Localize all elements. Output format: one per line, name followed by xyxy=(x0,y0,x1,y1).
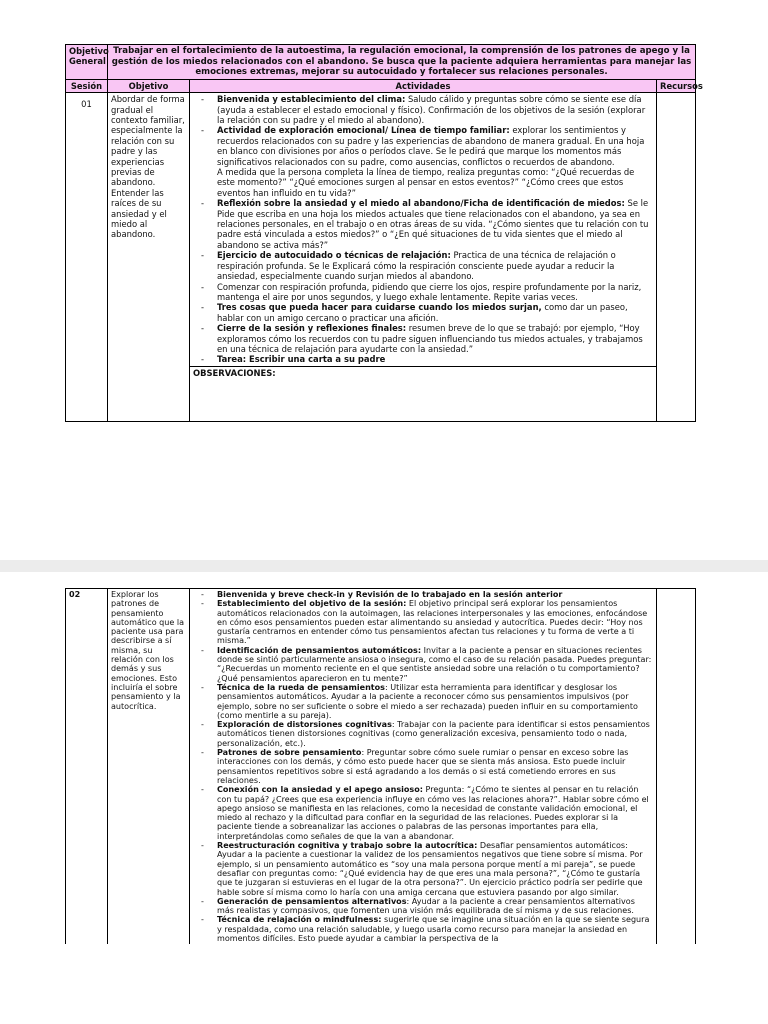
activity-item xyxy=(201,302,653,323)
activity-title: Cierre de la sesión y reflexiones finales: xyxy=(217,323,407,334)
activity-title: Identificación de pensamientos automáticos: xyxy=(217,645,422,655)
activity-title: Exploración de distorsiones cognitivas xyxy=(217,720,392,730)
activity-text: Pregunta: “¿Cómo te sientes al pensar en tu relación con tu papá? ¿Crees que esa experiencia influye en cómo ves las relaciones ahora?”. Hablar sobre cómo el apego ansioso se manifiesta en las relaciones, como la necesidad de constante validación emocional, el miedo al rechazo y la dificultad para confiar en la seguridad de las relaciones. Puedes explorar si la paciente tiende a sobreanalizar las acciones o palabras de las personas importantes para ella, interpretándolas como señales de que la van a abandonar. xyxy=(217,785,649,841)
general-objective-text: Trabajar en el fortalecimiento de la autoestima, la regulación emocional, la comprensión de los patrones de apego y la gestión de los miedos relacionados con el abandono. Se busca que la paciente adquiera herramientas para manejar las emociones extremas, mejorar su autocuidado y fortalecer sus relaciones personales. xyxy=(108,45,696,80)
activity-text: Practica de una técnica de relajación o respiración profunda. Se le Explicará cómo la respiración consciente puede ayudar a reducir la ansiedad, especialmente cuando surjan miedos al abandono. xyxy=(217,250,616,282)
activity-item xyxy=(201,167,653,198)
session-number-2: 02 xyxy=(66,589,108,945)
header-resources: Recursos xyxy=(657,79,696,92)
activity-title: Bienvenida y breve check-in y Revisión de lo trabajado en la sesión anterior xyxy=(217,590,563,599)
activity-item xyxy=(201,282,653,303)
header-row xyxy=(66,79,696,92)
activity-item xyxy=(201,250,653,281)
header-session: Sesión xyxy=(66,79,108,92)
activity-text: El objetivo principal será explorar los pensamientos automáticos relacionados con la autoimagen, las relaciones interpersonales y las emociones, enfocándose en cómo esos pensamientos pueden estar alimentando su ansiedad y autocrítica. Puedes decir: “Hoy nos gustaría centrarnos en entender cómo tus pensamientos afectan tus relaciones y tu forma de verte a ti misma.” xyxy=(217,599,648,646)
activity-text: : Trabajar con la paciente para identificar si estos pensamientos automáticos tienen distorsiones cognitivas (como generalización excesiva, pensamiento todo o nada, personalización, etc.). xyxy=(217,720,650,748)
activity-title: Actividad de exploración emocional/ Línea de tiempo familiar: xyxy=(217,125,510,136)
activity-title: Generación de pensamientos alternativos xyxy=(217,896,407,906)
activity-item xyxy=(201,354,653,364)
header-objective: Objetivo xyxy=(108,79,190,92)
session-row-02 xyxy=(66,589,696,945)
activity-item xyxy=(201,897,653,916)
resources-cell xyxy=(657,93,696,422)
activity-item xyxy=(201,94,653,125)
activity-title: Establecimiento del objetivo de la sesión: xyxy=(217,599,407,609)
general-objective-label: Objetivo General xyxy=(66,45,108,80)
activity-text: Saludo cálido y preguntas sobre cómo se siente ese día (ayuda a establecer el estado emocional y físico). Confirmación de los objetivos de la sesión (explorar la relación con su padre y el miedo al abandono). xyxy=(217,94,646,125)
activity-title: Técnica de relajación o mindfulness: xyxy=(217,915,382,925)
activity-text: : Preguntar sobre cómo suele rumiar o pensar en exceso sobre las interacciones con los demás, y cómo esto puede hacer que se sienta más ansiosa. Esto puede incluir pensamientos repetitivos sobre si está agradando a los demás o si está cometiendo errores en sus relaciones. xyxy=(217,748,629,785)
activity-item xyxy=(201,748,653,785)
activity-text: resumen breve de lo que se trabajó: por ejemplo, “Hoy exploramos cómo los recuerdos con tu padre siguen influenciando tus miedos actuales, y trabajamos en una técnica de relajación para ayudarte con la ansiedad.” xyxy=(217,323,643,354)
activity-text: Invitar a la paciente a pensar en situaciones recientes donde se sintió particularmente ansiosa o insegura, como el caso de su relación pasada. Puedes preguntar: “¿Recuerdas un momento reciente en el que sentiste ansiedad sobre una relación o tu comportamiento? ¿Qué pensamientos aparecieron en tu mente?” xyxy=(217,645,652,683)
activity-text: Desafiar pensamientos automáticos: Ayudar a la paciente a cuestionar la validez de los pensamientos negativos que tiene sobre sí misma. Por ejemplo, si un pensamiento automático es “soy una mala persona porque mentí a mi pareja”, se puede desafiar con preguntas como: “¿Qué evidencia hay de que eres una mala persona?”, “¿Cómo te gustaría que te juzgaran si estuvieras en el lugar de la otra persona?”. Un ejercicio práctico podría ser pedirle que hable sobre sí misma como lo haría con una amiga cercana que estuviera pasando por algo similar. xyxy=(217,841,643,897)
activity-title: Reestructuración cognitiva y trabajo sobre la autocrítica: xyxy=(217,841,478,851)
activity-item xyxy=(201,599,653,645)
activity-text: : Utilizar esta herramienta para identificar y desglosar los pensamientos automáticos. Ayudar a la paciente a reconocer cómo sus pensamientos impulsivos (por ejemplo, sobre no ser suficiente o sobre el miedo a ser rechazada) pueden influir en su comportamiento (como mentirle a su pareja). xyxy=(217,682,638,720)
activity-item xyxy=(201,785,653,841)
activity-text: Se le Pide que escriba en una hoja los miedos actuales que tiene relacionados con el abandono, ya sea en relaciones personales, en el trabajo o en otras áreas de su vida. “¿Cómo sientes que tu relación con tu padre está vinculada a estos miedos?” o “¿En qué situaciones de tu vida sientes que el miedo al abandono se activa más?” xyxy=(217,198,649,250)
header-activities: Actividades xyxy=(190,79,657,92)
activity-title: Reflexión sobre la ansiedad y el miedo al abandono/Ficha de identificación de miedos: xyxy=(217,198,625,209)
activity-text: explorar los sentimientos y recuerdos relacionados con su padre y las experiencias de abandono de manera gradual. En una hoja en blanco con divisiones por años o períodos clave. Se le pedirá que marque los momentos más significativos relacionados con su padre, como ausencias, conflictos o recuerdos de abandono. xyxy=(217,125,645,167)
activities-cell-2 xyxy=(190,589,657,945)
activity-title: Ejercicio de autocuidado o técnicas de relajación: xyxy=(217,250,451,261)
general-objective-row xyxy=(66,45,696,80)
observations-label: OBSERVACIONES: xyxy=(190,366,657,421)
activity-text: : Ayudar a la paciente a crear pensamientos alternativos más realistas y compasivos, que fomenten una visión más equilibrada de sí misma y de sus relaciones. xyxy=(217,896,635,916)
document-page-2 xyxy=(0,572,768,1024)
resources-cell-2 xyxy=(657,589,696,945)
activities-list xyxy=(193,94,653,365)
session-objective-2: Explorar los patrones de pensamiento automático que la paciente usa para describirse a sí misma, su relación con los demás y sus emociones. Esto incluiría el sobre pensamiento y la autocrítica. xyxy=(108,589,190,945)
activity-item xyxy=(201,683,653,720)
activity-title: Técnica de la rueda de pensamientos xyxy=(217,682,385,692)
activity-item xyxy=(201,323,653,354)
activity-title: Tres cosas que pueda hacer para cuidarse cuando los miedos surjan, xyxy=(217,302,542,313)
activity-title: Bienvenida y establecimiento del clima: xyxy=(217,94,406,105)
activity-item xyxy=(201,720,653,748)
activity-title: Patrones de sobre pensamiento xyxy=(217,748,362,758)
session-row-01 xyxy=(66,93,696,367)
activity-title: Tarea: Escribir una carta a su padre xyxy=(217,354,386,365)
activity-item xyxy=(201,198,653,250)
activities-list-2 xyxy=(193,590,653,943)
activity-item xyxy=(201,590,653,599)
activity-text: A medida que la persona completa la línea de tiempo, realiza preguntas como: “¿Qué recuerdas de este momento?” “¿Qué emociones surgen al pensar en estos eventos?” “¿Cómo crees que estos eventos han influido en tu vida?” xyxy=(217,167,635,198)
activity-title: Conexión con la ansiedad y el apego ansioso: xyxy=(217,785,423,795)
activity-item xyxy=(201,646,653,683)
session-number: 01 xyxy=(66,93,108,422)
activities-cell xyxy=(190,93,657,367)
session-plan-table-1 xyxy=(65,44,703,422)
activity-text: como dar un paseo, hablar con un amigo cercano o practicar una afición. xyxy=(217,302,628,323)
activity-text: sugerirle que se imagine una situación en la que se siente segura y respaldada, como una relación saludable, y luego usarla como recurso para manejar la ansiedad en momentos difíciles. Esto puede ayudar a cambiar la perspectiva de la xyxy=(217,915,650,943)
session-objective: Abordar de forma gradual el contexto familiar, especialmente la relación con su padre y las experiencias previas de abandono. Entender las raíces de su ansiedad y el miedo al abandono. xyxy=(108,93,190,422)
activity-item xyxy=(201,841,653,897)
activity-item xyxy=(201,125,653,167)
activity-item xyxy=(201,915,653,943)
session-plan-table-2 xyxy=(65,588,696,944)
activity-text: Comenzar con respiración profunda, pidiendo que cierre los ojos, respire profundamente por la nariz, mantenga el aire por unos segundos, y luego exhale lentamente. Repite varias veces. xyxy=(217,281,642,302)
